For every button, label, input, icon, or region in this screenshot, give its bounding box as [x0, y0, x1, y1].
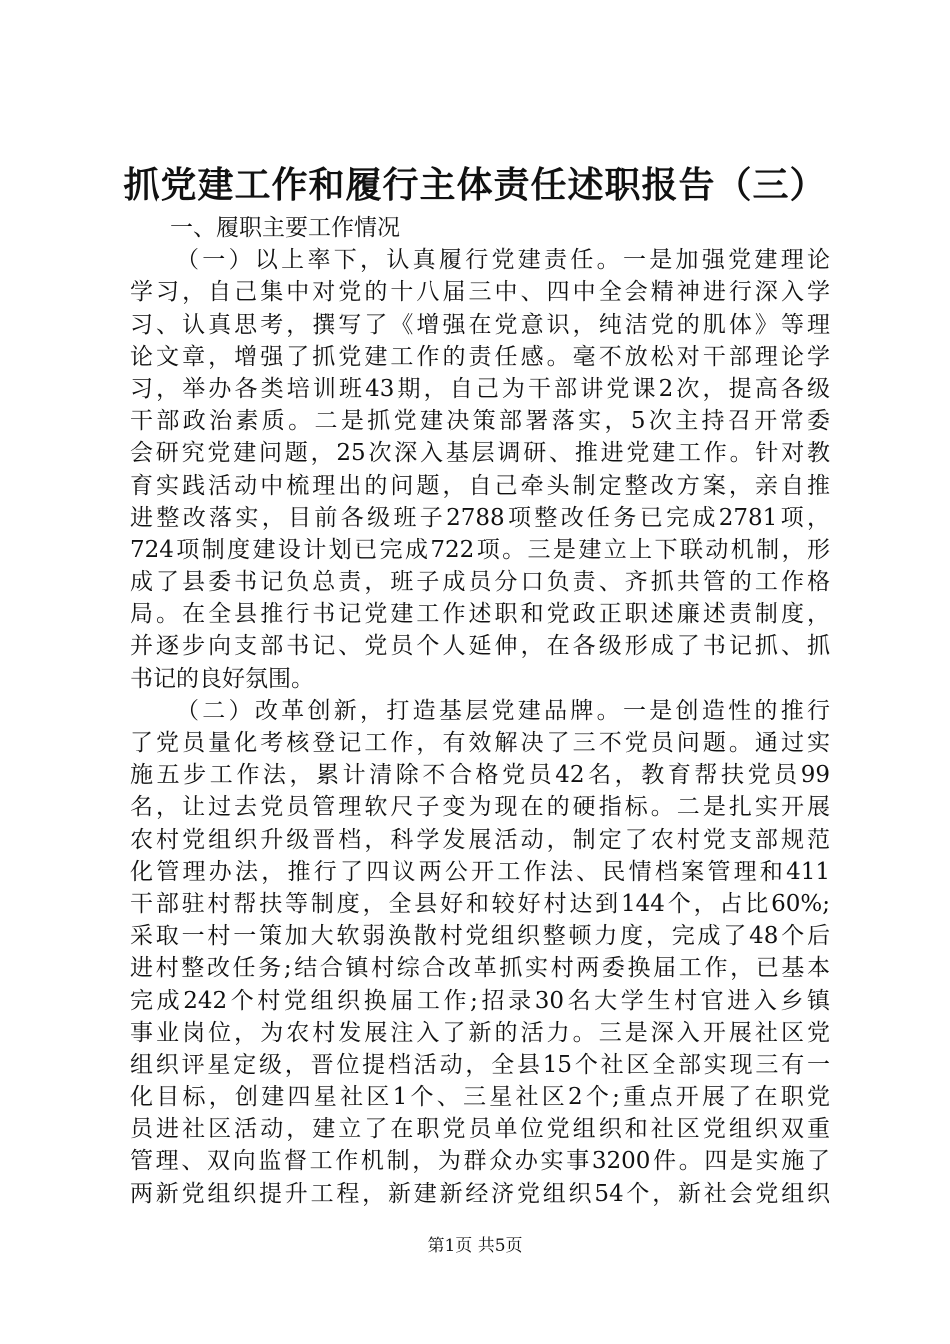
paragraph-line: 进整改落实，目前各级班子2788项整改任务已完成2781项，: [130, 504, 830, 531]
paragraph-line: 成了县委书记负总责，班子成员分口负责、齐抓共管的工作格: [130, 569, 830, 596]
paragraph-line: 会研究党建问题，25次深入基层调研、推进党建工作。针对教: [130, 440, 830, 467]
paragraph-line: 育实践活动中梳理出的问题，自己牵头制定整改方案，亲自推: [130, 472, 830, 499]
paragraph-line: 了党员量化考核登记工作，有效解决了三不党员问题。通过实: [130, 730, 830, 756]
paragraph-line: 化管理办法，推行了四议两公开工作法、民情档案管理和411: [130, 858, 830, 885]
paragraph-line: 进村整改任务;结合镇村综合改革抓实村两委换届工作，已基本: [130, 955, 830, 982]
paragraph-line: 干部驻村帮扶等制度，全县好和较好村达到144个，占比60%;: [130, 890, 830, 917]
paragraph-line: 组织评星定级，晋位提档活动，全县15个社区全部实现三有一: [130, 1051, 830, 1078]
paragraph-line: 名，让过去党员管理软尺子变为现在的硬指标。二是扎实开展: [130, 794, 830, 821]
paragraph-line: 采取一村一策加大软弱涣散村党组织整顿力度，完成了48个后: [130, 923, 830, 950]
paragraph-line: 施五步工作法，累计清除不合格党员42名，教育帮扶党员99: [130, 762, 830, 789]
section-heading: 一、履职主要工作情况: [170, 215, 400, 241]
paragraph-line: 习，举办各类培训班43期，自己为干部讲党课2次，提高各级: [130, 375, 830, 402]
paragraph-line: 化目标，创建四星社区1个、三星社区2个;重点开展了在职党: [130, 1084, 830, 1111]
document-body: [130, 212, 830, 1210]
paragraph-line: 习、认真思考，撰写了《增强在党意识，纯洁党的肌体》等理: [130, 311, 830, 338]
paragraph-line: 书记的良好氛围。: [130, 665, 314, 692]
paragraph-line: 两新党组织提升工程，新建新经济党组织54个，新社会党组织: [130, 1180, 830, 1207]
paragraph-line: 干部政治素质。二是抓党建决策部署落实，5次主持召开常委: [130, 408, 830, 435]
document-title: 抓党建工作和履行主体责任述职报告（三）: [123, 164, 827, 206]
paragraph-line: 事业岗位，为农村发展注入了新的活力。三是深入开展社区党: [130, 1019, 830, 1046]
paragraph-line: 农村党组织升级晋档，科学发展活动，制定了农村党支部规范: [130, 826, 830, 853]
paragraph-line: 员进社区活动，建立了在职党员单位党组织和社区党组织双重: [130, 1116, 830, 1143]
paragraph-line: （一）以上率下，认真履行党建责任。一是加强党建理论: [176, 247, 830, 274]
page-number: 第1页 共5页: [427, 1236, 523, 1256]
paragraph-line: 论文章，增强了抓党建工作的责任感。毫不放松对干部理论学: [130, 343, 830, 370]
paragraph-line: 并逐步向支部书记、党员个人延伸，在各级形成了书记抓、抓: [130, 633, 830, 660]
paragraph-line: 完成242个村党组织换届工作;招录30名大学生村官进入乡镇: [130, 987, 830, 1014]
paragraph-line: 学习，自己集中对党的十八届三中、四中全会精神进行深入学: [130, 279, 830, 306]
paragraph-line: （二）改革创新，打造基层党建品牌。一是创造性的推行: [176, 697, 830, 724]
paragraph-line: 管理、双向监督工作机制，为群众办实事3200件。四是实施了: [130, 1148, 830, 1175]
paragraph-line: 局。在全县推行书记党建工作述职和党政正职述廉述责制度，: [130, 601, 830, 628]
paragraph-line: 724项制度建设计划已完成722项。三是建立上下联动机制，形: [130, 536, 830, 563]
